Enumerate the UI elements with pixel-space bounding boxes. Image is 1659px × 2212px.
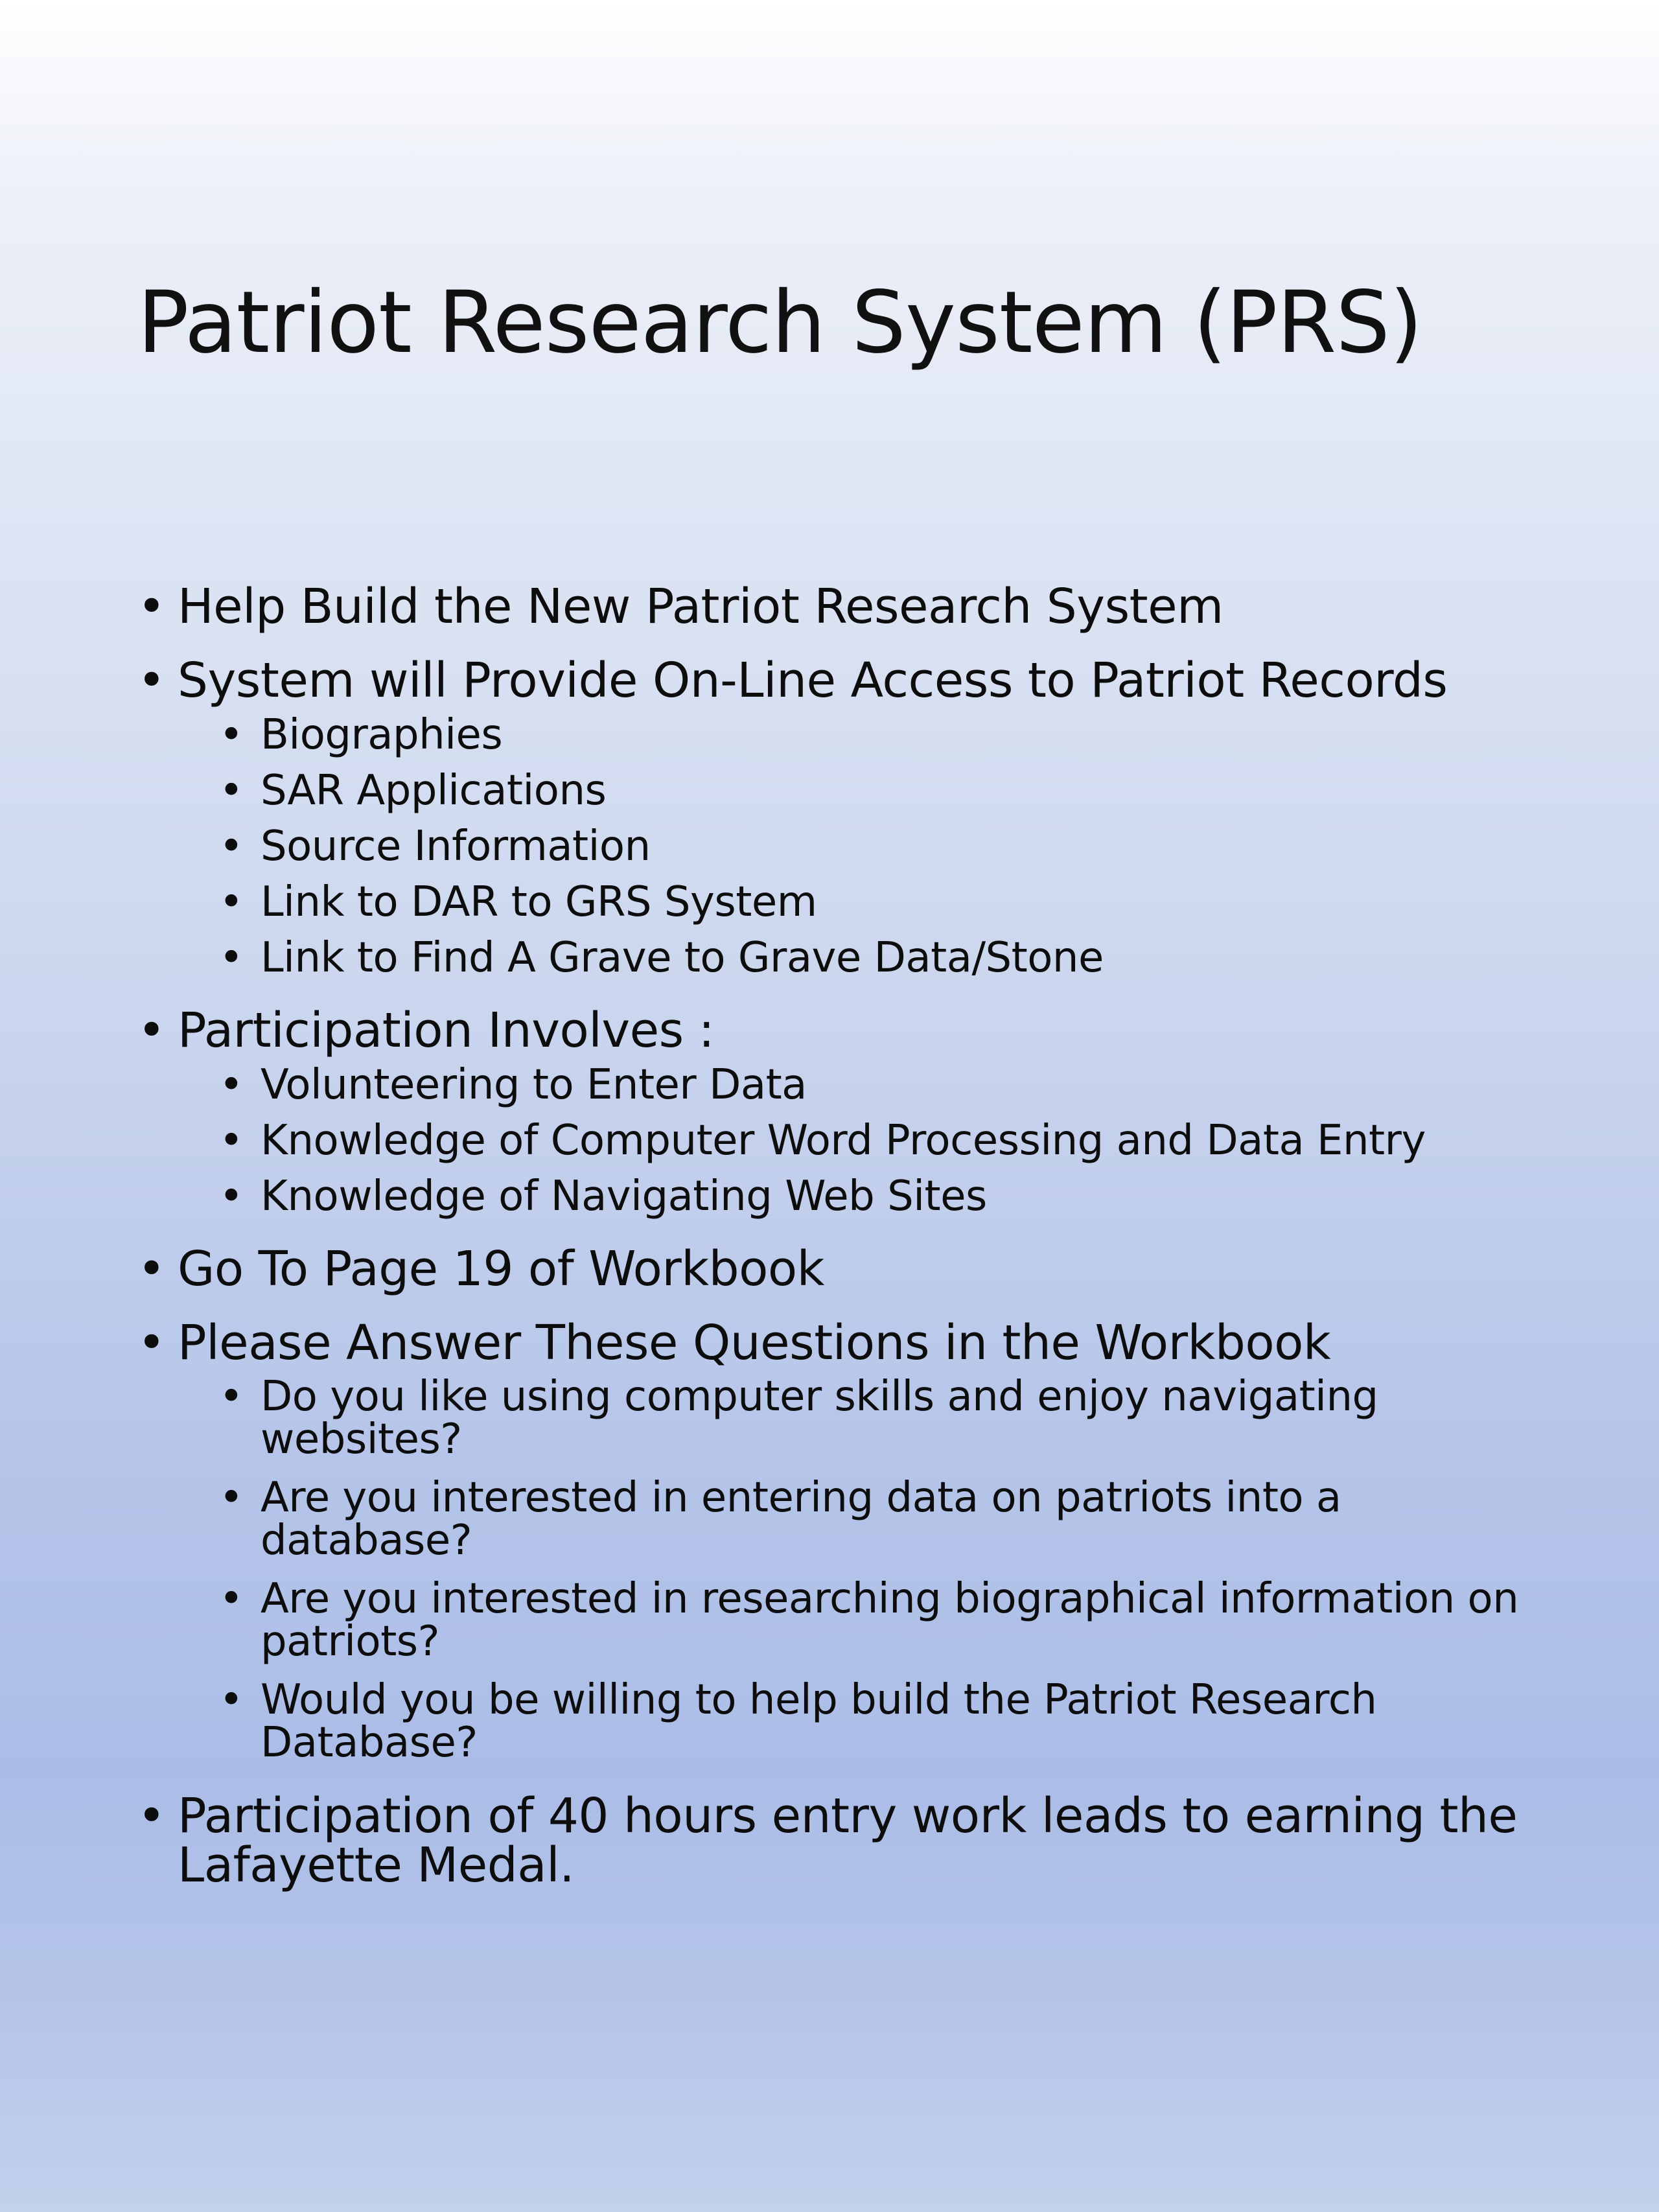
sub-bullet-item: • Are you interested in entering data on patriots into a database? [261,1476,1563,1562]
bullet-item [137,1315,1563,1767]
slide-content [137,579,1563,1917]
sub-bullet-item: • Are you interested in researching biographical information on patriots? [261,1578,1563,1663]
bullet-item [137,653,1563,982]
bullet-text: • System will Provide On-Line Access to Patriot Records [178,653,1448,708]
sub-bullet-item: • Link to Find A Grave to Grave Data/Stone [261,936,1563,980]
sub-bullet-item: • Biographies [261,713,1563,757]
bullet-item [137,1788,1563,1893]
sub-bullet-item: • Do you like using computer skills and enjoy navigating websites? [261,1375,1563,1461]
sub-bullet-item: • Source Information [261,824,1563,868]
bullet-item [137,1241,1563,1297]
bullet-item [137,1003,1563,1220]
sub-bullet-list [178,1373,1563,1767]
bullet-text: • Please Answer These Questions in the Workbook [178,1315,1331,1371]
sub-bullet-item: • Knowledge of Navigating Web Sites [261,1174,1563,1218]
bullet-text: • Go To Page 19 of Workbook [178,1241,825,1297]
sub-bullet-item: • Would you be willing to help build the Patriot Research Database? [261,1679,1563,1764]
bullet-text: • Participation Involves : [178,1003,715,1058]
sub-bullet-item: • Volunteering to Enter Data [261,1063,1563,1107]
bullet-item [137,579,1563,634]
sub-bullet-item: • Link to DAR to GRS System [261,880,1563,924]
sub-bullet-item: • SAR Applications [261,769,1563,813]
slide-title: Patriot Research System (PRS) [137,273,1422,373]
bullet-text: • Participation of 40 hours entry work leads to earning the Lafayette Medal. [178,1788,1518,1893]
bullet-list [137,579,1563,1893]
sub-bullet-list [178,713,1563,980]
bullet-text: • Help Build the New Patriot Research System [178,579,1224,634]
sub-bullet-list [178,1063,1563,1218]
sub-bullet-item: • Knowledge of Computer Word Processing and Data Entry [261,1119,1563,1163]
